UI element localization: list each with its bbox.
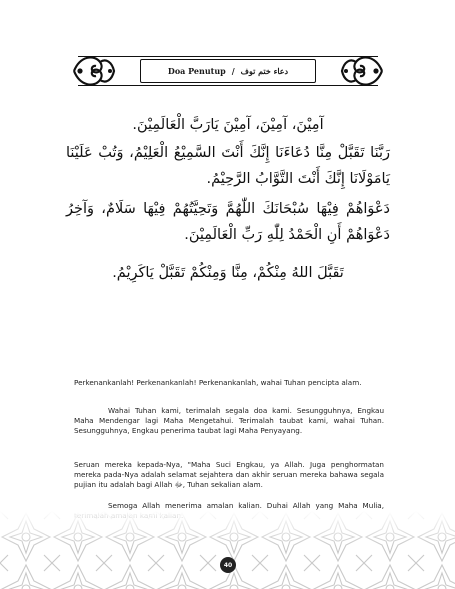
islamic-geometric-pattern xyxy=(0,511,455,589)
header-title-box xyxy=(140,59,316,83)
arabesque-ornament-icon xyxy=(340,50,386,92)
translation-paragraph-1: Perkenankanlah! Perkenankanlah! Perkenankanlah, wahai Tuhan pencipta alam. xyxy=(74,378,362,387)
translation-paragraph-4: Semoga Allah menerima amalan kalian. Duhai Allah yang Maha Mulia, xyxy=(108,501,384,510)
translation-paragraph-2: Wahai Tuhan kami, terimalah segala doa kami. Sesungguhnya, Engkau Maha Mendengar lagi Maha Mengetahui. Terimalah taubat kami, wahai Tuhan. Sesungguhnya, Engkau penerima taubat lagi Maha Penyayang. xyxy=(74,406,384,435)
header-banner xyxy=(78,50,378,92)
arabic-verse-1: آمِيْنَ، آمِيْنَ، آمِيْنَ يَارَبَّ الْعَالَمِيْنَ. xyxy=(132,117,324,133)
translation-paragraph-3: Seruan mereka kepada-Nya, "Maha Suci Engkau, ya Allah. Juga penghormatan mereka pada-Nya adalah selamat sejahtera dan akhir seruan mereka bahawa segala pujian itu adalah bagi Allah ﷻ, Tuhan sekalian alam. xyxy=(74,460,384,489)
arabic-verse-2: رَبَّنَا تَقَبَّلْ مِنَّا دُعَاءَنَا إِنَّكَ أَنْتَ السَّمِيْعُ الْعَلِيْمُ، وَتُبْ عَلَيْنَا يَامَوْلَانَا إِنَّكَ أَنْتَ التَّوَّابُ الرَّحِيْمُ. xyxy=(66,145,390,187)
arabic-verse-4: تَقَبَّلَ اللهُ مِنْكُمْ، مِنَّا وَمِنْكُمْ تَقَبَّلْ يَاكَرِيْمُ. xyxy=(112,265,344,281)
banner-top-line xyxy=(78,56,378,57)
arabic-verse-3: دَعْوَاهُمْ فِيْهَا سُبْحَانَكَ اللّٰهُمَّ وَتَحِيَّتُهُمْ فِيْهَا سَلَامٌ، وَآخِرُ دَعْوَاهُمْ أَنِ الْحَمْدُ لِلّٰهِ رَبِّ الْعَالَمِيْنَ. xyxy=(66,201,390,243)
page-number: 40 xyxy=(220,557,236,573)
header-title: Doa Penutup xyxy=(167,66,226,76)
header-separator: / xyxy=(231,66,235,76)
arabesque-ornament-icon xyxy=(70,50,116,92)
header-title-arabic: دعاء ختم توف xyxy=(240,66,289,76)
banner-bottom-line xyxy=(78,85,378,86)
